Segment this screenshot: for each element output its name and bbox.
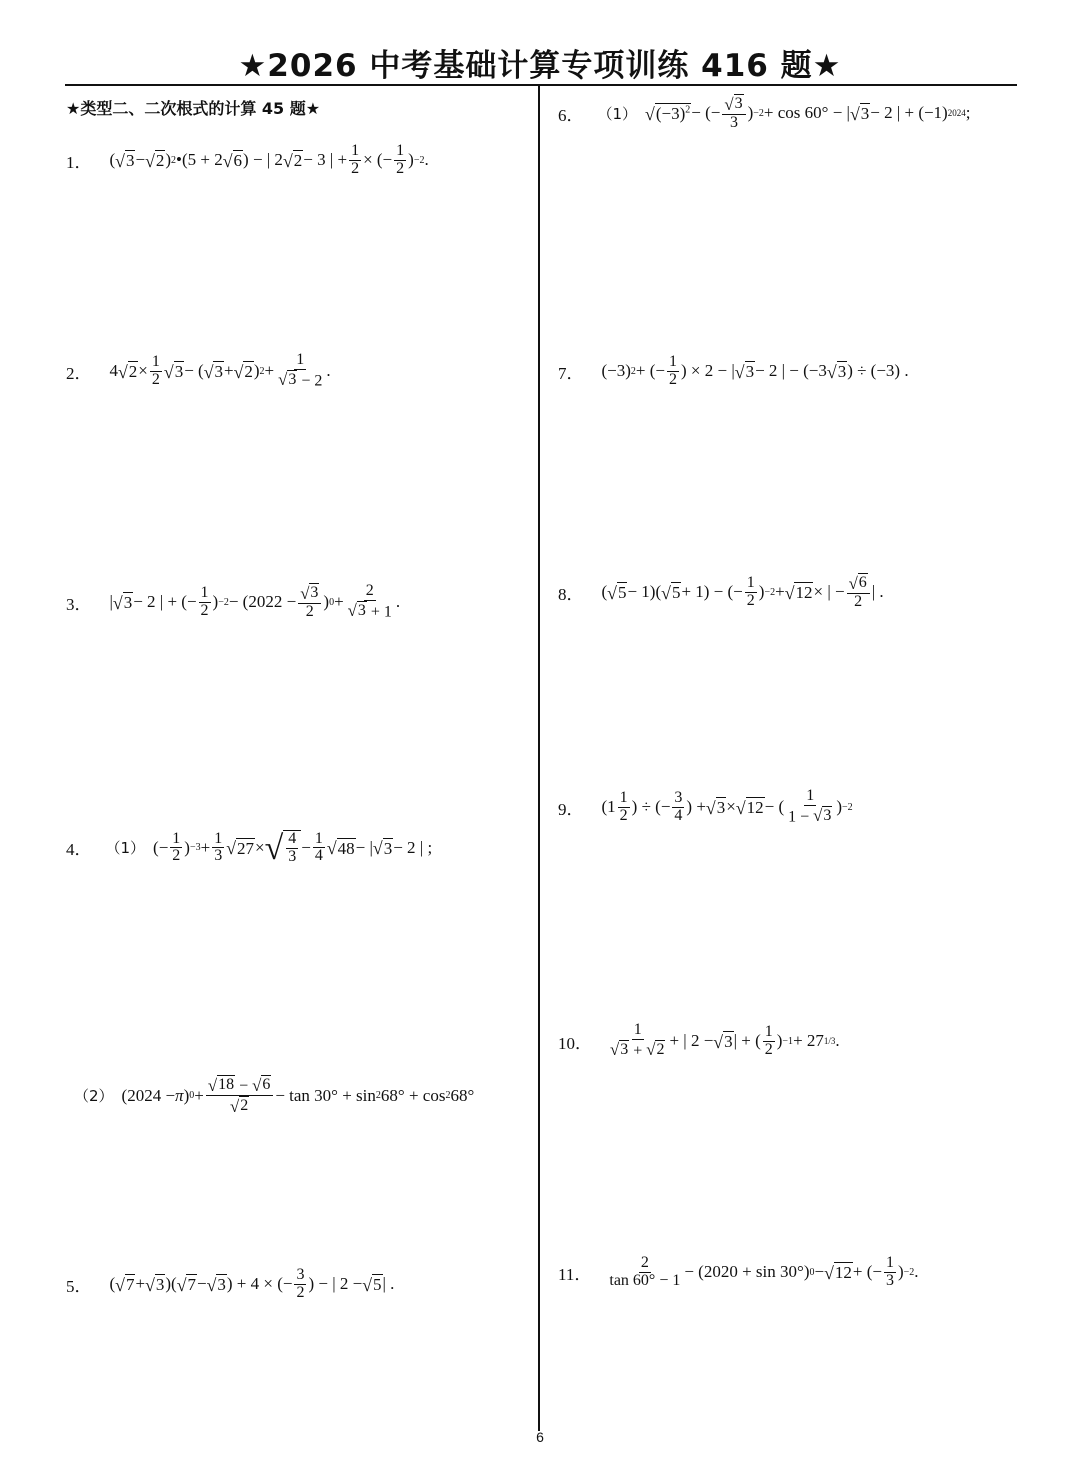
problem-expression: (1 1 2 ) ÷ (− 3 4 ) + √ 3 × √ 12 − ( 1 1 − √ 3 ) −2 <box>601 787 853 826</box>
problem-2 <box>66 352 331 390</box>
problem-number: 9． <box>558 799 584 819</box>
problem-10 <box>558 1022 840 1060</box>
problem-expression: 1 √ 3 + √ 2 + | 2 − √ 3 | + ( 1 2 ) −1 + 27 1/3 . <box>610 1021 840 1060</box>
problem-expression: 2 tan 60° − 1 − (2020 + sin 30°) 0 − √ 12 + (− 1 3 ) −2 . <box>609 1254 919 1289</box>
section-heading: ★类型二、二次根式的计算 45 题★ <box>66 99 321 118</box>
problem-8 <box>558 573 884 611</box>
problem-expression: √ $(-3)^2$ − (− √ 3 3 ) −2 + cos 60° − | √ 3 − 2 | + (−1) 2024 ; <box>645 94 971 132</box>
problem-number: 5． <box>66 1276 92 1296</box>
problem-number: 11． <box>558 1264 592 1284</box>
page-title: ★2026 中考基础计算专项训练 416 题★ <box>238 48 842 84</box>
problem-4-part-1 <box>66 830 432 866</box>
problem-1 <box>66 143 429 178</box>
problem-5 <box>66 1267 394 1302</box>
sub-part-label: （1） <box>597 104 638 123</box>
problem-number: 2． <box>66 363 92 383</box>
problem-4-part-2 <box>74 1075 474 1117</box>
sub-part-label: （2） <box>74 1087 114 1106</box>
sub-part-label: （1） <box>105 839 146 858</box>
problem-number: 10． <box>558 1033 592 1053</box>
problem-expression: ( √ 3 − √ 2 ) 2 •(5 + 2 √ 6 ) − | 2 √ 2 − 3 | + 1 2 × (− 1 2 ) −2 . <box>109 142 429 177</box>
problem-11 <box>558 1255 919 1290</box>
problem-expression: | √ 3 − 2 | + (− 1 2 ) −2 − (2022 − √ 3 2 ) 0 + 2 √ 3 + 1 . <box>109 582 401 621</box>
problem-7 <box>558 354 909 389</box>
problem-expression: 4 √ 2 × 1 2 √ 3 − ( √ 3 + √ 2 ) 2 + 1 √ 3 − 2 . <box>109 351 331 390</box>
problem-number: 8． <box>558 584 584 604</box>
problem-9 <box>558 788 853 826</box>
title-rule <box>65 84 1017 86</box>
problem-expression: ( √ 7 + √ 3 )( √ 7 − √ 3 ) + 4 × (− 3 2 ) − | 2 − √ 5 | . <box>109 1266 395 1301</box>
problem-number: 7． <box>558 363 584 383</box>
column-divider <box>538 86 540 1431</box>
page-number: 6 <box>536 1429 544 1445</box>
problem-expression: ( √ 5 − 1)( √ 5 + 1) − (− 1 2 ) −2 + √ 12 × | − √ 6 2 | . <box>601 573 884 611</box>
problem-3 <box>66 583 400 621</box>
problem-expression: (2024 − π ) 0 + √ 18 − √ 6 √ 2 − tan 30° + sin 2 68° + cos 2 68° <box>121 1075 475 1116</box>
problem-number: 4． <box>66 840 92 860</box>
problem-number: 6． <box>558 105 584 125</box>
problem-number: 1． <box>66 152 92 172</box>
problem-number: 3． <box>66 594 92 614</box>
problem-expression: (− 1 2 ) −3 + 1 3 √ 27 × √ $\frac{4}{3}$ − 1 4 √ 48 − | √ 3 − 2 | ; <box>153 829 433 867</box>
problem-6-part-1 <box>558 94 970 132</box>
problem-expression: (−3) 2 + (− 1 2 ) × 2 − | √ 3 − 2 | − (−3 √ 3 ) ÷ (−3) . <box>601 353 909 388</box>
